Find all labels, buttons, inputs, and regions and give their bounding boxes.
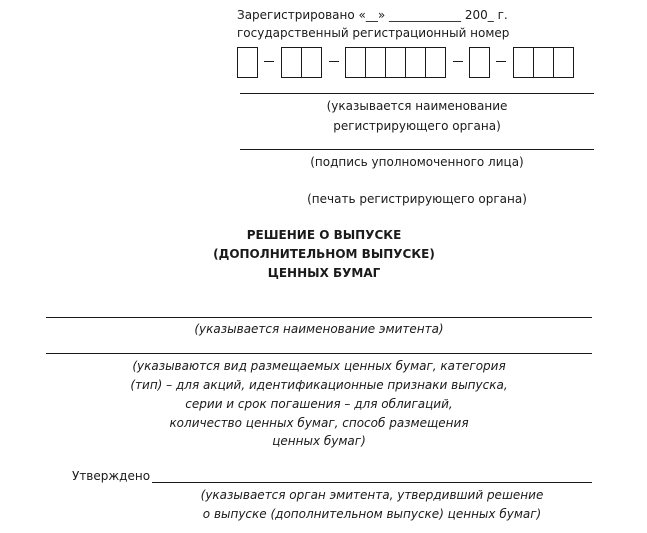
approved-hint-1: (указывается орган эмитента, утвердивший решение: [200, 488, 544, 502]
number-separator: [329, 61, 339, 62]
securities-hint-3: серии и срок погашения – для облигаций,: [185, 397, 453, 411]
number-box[interactable]: [405, 47, 426, 78]
registering-body-hint-1: (указывается наименование: [326, 99, 508, 113]
securities-hint-4: количество ценных бумаг, способ размещения: [169, 416, 469, 430]
approved-hint-2: о выпуске (дополнительном выпуске) ценных бумаг): [202, 507, 542, 521]
number-box[interactable]: [553, 47, 574, 78]
number-box[interactable]: [301, 47, 322, 78]
securities-hint-2: (тип) – для акций, идентификационные признаки выпуска,: [130, 378, 508, 392]
securities-hint-1: (указываются вид размещаемых ценных бумаг, категория: [132, 359, 506, 373]
securities-line[interactable]: [46, 353, 592, 354]
registration-number-label: государственный регистрационный номер: [237, 26, 510, 40]
number-box[interactable]: [365, 47, 386, 78]
number-box[interactable]: [469, 47, 490, 78]
number-box[interactable]: [513, 47, 534, 78]
number-separator: [496, 61, 506, 62]
number-box[interactable]: [281, 47, 302, 78]
approved-line[interactable]: [152, 482, 592, 483]
number-box[interactable]: [425, 47, 446, 78]
number-box[interactable]: [385, 47, 406, 78]
registering-body-line[interactable]: [240, 93, 594, 94]
document-title-line-1: РЕШЕНИЕ О ВЫПУСКЕ: [246, 228, 402, 242]
registration-date-line: Зарегистрировано «__» ____________ 200_ г.: [237, 8, 508, 22]
number-separator: [264, 61, 274, 62]
seal-hint: (печать регистрирующего органа): [307, 192, 527, 206]
approved-label: Утверждено: [72, 469, 151, 483]
number-box[interactable]: [345, 47, 366, 78]
signature-line[interactable]: [240, 149, 594, 150]
number-box[interactable]: [237, 47, 258, 78]
document-title-line-2: (ДОПОЛНИТЕЛЬНОМ ВЫПУСКЕ): [213, 247, 435, 261]
securities-hint-5: ценных бумаг): [272, 434, 366, 448]
registering-body-hint-2: регистрирующего органа): [333, 119, 501, 133]
document-title-line-3: ЦЕННЫХ БУМАГ: [267, 266, 381, 280]
issuer-hint: (указывается наименование эмитента): [194, 322, 444, 336]
number-separator: [453, 61, 463, 62]
issuer-name-line[interactable]: [46, 317, 592, 318]
signature-hint: (подпись уполномоченного лица): [310, 155, 524, 169]
number-box[interactable]: [533, 47, 554, 78]
